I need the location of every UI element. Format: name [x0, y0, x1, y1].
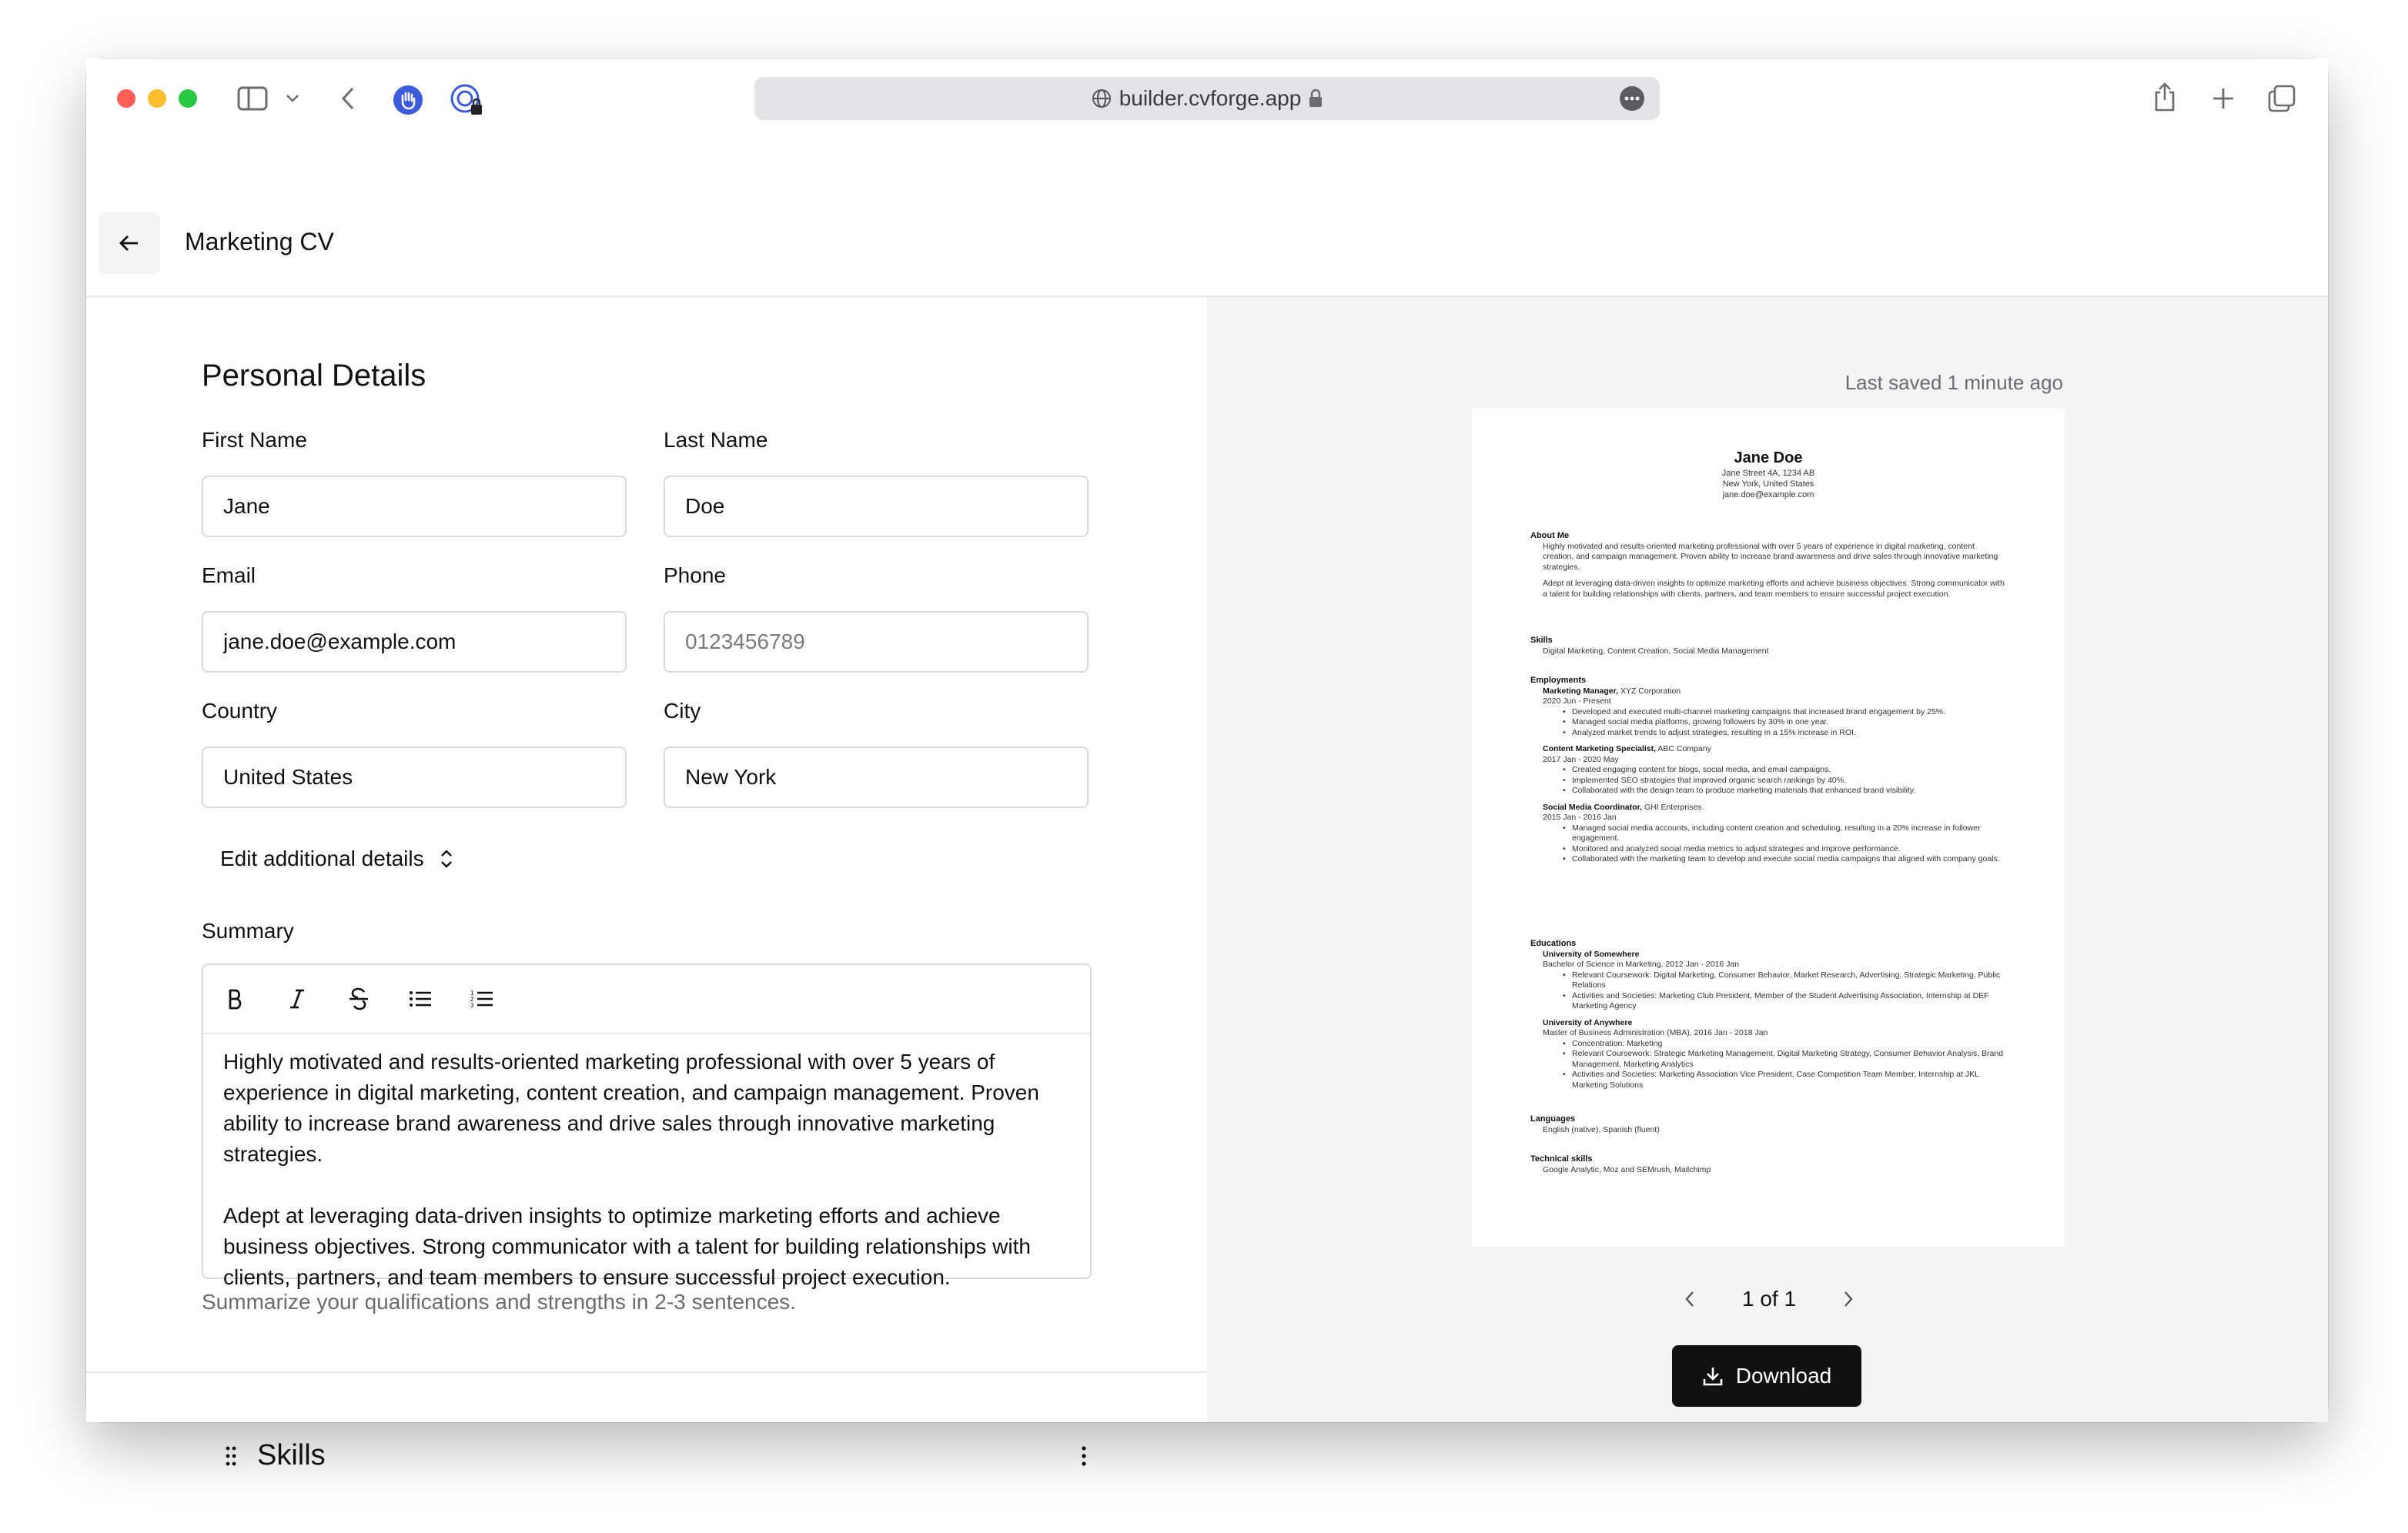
resume-job2-dates: 2017 Jan - 2020 May: [1543, 754, 1619, 764]
skills-heading: Skills: [257, 1439, 326, 1471]
summary-paragraph-1: Highly motivated and results-oriented marketing professional with over 5 years of experience in digital marketing, content creation, and campaign management. Proven ability to increase brand awareness and drive sales through innovative marketing strategies.: [223, 1050, 1039, 1166]
resume-employments-section: [1530, 676, 2008, 865]
page-title: Marketing CV: [185, 228, 334, 256]
resume-about-p1: Highly motivated and results-oriented marketing professional with over 5 years of experience in digital marketing, content creation, and campaign management. Proven ability to increase brand awareness and drive sales through innovative marketing strategies.: [1543, 541, 1998, 572]
resume-bullet: • Managed social media platforms, growing followers by 30% in one year.: [1530, 717, 2008, 728]
resume-bullet: • Managed social media accounts, including content creation and scheduling, resulting in a 20% increase in follower engagement.: [1530, 823, 2008, 844]
resume-educations-heading: Educations: [1530, 939, 1577, 948]
resume-job-1: [1530, 686, 2008, 697]
resume-bullet: • Activities and Societies: Marketing Association Vice President, Case Competition Team Member, Internship at JKL Marketing Solutions: [1530, 1070, 2008, 1090]
svg-text:3: 3: [470, 1002, 474, 1009]
last-saved-status: Last saved 1 minute ago: [1844, 371, 2063, 394]
phone-label: Phone: [664, 563, 726, 587]
summary-helper-text: Summarize your qualifications and strengths in 2-3 sentences.: [202, 1290, 796, 1314]
maximize-window-button[interactable]: [179, 89, 197, 108]
summary-editor[interactable]: [202, 964, 1092, 1289]
tab-overview-icon[interactable]: [2265, 82, 2299, 115]
resume-address: Jane Street 4A, 1234 AB: [1721, 469, 1815, 478]
resume-job1-company: XYZ Corporation: [1618, 686, 1681, 696]
resume-educations-section: [1530, 939, 2008, 1090]
edit-additional-details-label: Edit additional details: [220, 847, 424, 870]
resume-employments-heading: Employments: [1530, 676, 1587, 685]
city-input[interactable]: [664, 746, 1089, 808]
globe-icon: [1092, 89, 1112, 109]
resume-job-3: [1530, 803, 2008, 813]
resume-technical-section: [1530, 1154, 2008, 1175]
resume-edu1-school: University of Somewhere: [1543, 949, 1640, 959]
resume-edu2-degree: Master of Business Administration (MBA), 2016 Jan - 2018 Jan: [1543, 1028, 1768, 1037]
numbered-list-icon[interactable]: [467, 984, 497, 1014]
minimize-window-button[interactable]: [148, 89, 166, 108]
resume-languages-section: [1530, 1114, 2008, 1135]
sidebar-toggle-icon[interactable]: [234, 83, 271, 114]
summary-label: Summary: [202, 919, 294, 943]
skills-section-header: [225, 1434, 1087, 1481]
resume-email: jane.doe@example.com: [1722, 490, 1814, 499]
resume-job3-dates: 2015 Jan - 2016 Jan: [1543, 813, 1617, 822]
chevron-left-icon[interactable]: [1684, 1291, 1695, 1308]
resume-bullet: • Concentration: Marketing: [1530, 1039, 2008, 1050]
resume-job1-dates: 2020 Jun - Present: [1543, 696, 1611, 706]
resume-about-heading: About Me: [1530, 531, 1570, 540]
resume-bullet: • Implemented SEO strategies that improved organic search rankings by 40%.: [1530, 776, 2008, 787]
svg-text:1: 1: [470, 990, 474, 997]
arrow-left-icon: [119, 234, 140, 252]
phone-input[interactable]: [664, 611, 1089, 673]
resume-bullet: • Collaborated with the design team to produce marketing materials that enhanced brand visibility.: [1530, 786, 2008, 797]
resume-skills-heading: Skills: [1530, 636, 1553, 645]
last-name-label: Last Name: [664, 428, 768, 452]
bullet-list-icon[interactable]: [405, 984, 436, 1014]
svg-text:2: 2: [470, 996, 474, 1003]
resume-bullet: • Created engaging content for blogs, social media, and email campaigns.: [1530, 765, 2008, 776]
resume-bullet: • Activities and Societies: Marketing Club President, Member of the Student Advertising Association, Internship at DEF Marketing Agency: [1530, 991, 2008, 1012]
italic-icon[interactable]: [282, 984, 313, 1014]
back-button[interactable]: [99, 212, 160, 274]
hand-extension-icon[interactable]: [391, 83, 425, 117]
resume-preview-page[interactable]: [1472, 408, 2065, 1247]
close-window-button[interactable]: [117, 89, 135, 108]
resume-name: Jane Doe: [1734, 449, 1803, 466]
resume-job1-title: Marketing Manager,: [1543, 686, 1619, 696]
page-menu-icon[interactable]: [1620, 86, 1644, 111]
resume-languages-heading: Languages: [1530, 1114, 1576, 1124]
resume-skills-section: [1530, 636, 2008, 656]
new-tab-icon[interactable]: [2208, 83, 2239, 114]
resume-edu1-degree: Bachelor of Science in Marketing, 2012 Jan - 2016 Jan: [1543, 960, 1740, 969]
browser-window: [86, 58, 2328, 1471]
resume-edu2-school: University of Anywhere: [1543, 1017, 1633, 1027]
download-label: Download: [1735, 1364, 1832, 1388]
resume-contact: [1472, 468, 2065, 500]
preview-panel: [1207, 297, 2328, 1422]
editor-panel: [86, 297, 1207, 1471]
resume-job2-title: Content Marketing Specialist,: [1543, 744, 1657, 753]
page-indicator: 1 of 1: [1741, 1287, 1797, 1311]
chevron-down-icon[interactable]: [283, 89, 302, 108]
formatting-toolbar: [203, 965, 1090, 1034]
address-bar[interactable]: [754, 77, 1660, 120]
resume-location: New York, United States: [1722, 479, 1814, 489]
summary-paragraph-2: Adept at leveraging data-driven insights to optimize marketing efforts and achieve business objectives. Strong communicator with a talent for building relationships with clients, partners, and team members to ensure successful project execution.: [223, 1204, 1031, 1289]
email-label: Email: [202, 563, 256, 587]
resume-job-2: [1530, 744, 2008, 755]
drag-handle-icon[interactable]: [225, 1445, 237, 1467]
share-icon[interactable]: [2149, 78, 2180, 115]
email-input[interactable]: [202, 611, 627, 673]
app-header: [86, 139, 2328, 297]
last-name-input[interactable]: [664, 476, 1089, 537]
section-divider: [86, 1371, 1207, 1373]
resume-job2-company: ABC Company: [1656, 744, 1711, 753]
download-button[interactable]: [1672, 1345, 1861, 1407]
strikethrough-icon[interactable]: [343, 984, 374, 1014]
country-input[interactable]: [202, 746, 627, 808]
lock-icon: [1309, 89, 1323, 108]
url-text: builder.cvforge.app: [1119, 86, 1302, 110]
resume-bullet: • Collaborated with the marketing team to develop and execute social media campaigns that aligned with company goals.: [1530, 854, 2008, 865]
resume-bullet: • Developed and executed multi-channel marketing campaigns that increased brand engagement by 25%.: [1530, 707, 2008, 718]
chevron-up-down-icon: [440, 848, 453, 870]
country-label: Country: [202, 699, 278, 723]
resume-job3-company: GHI Enterprises: [1641, 802, 1702, 812]
resume-bullet: • Relevant Coursework: Strategic Marketing Management, Digital Marketing Strategy, Consumer Behavior Analysis, Brand Management, Marketing Analytics: [1530, 1049, 2008, 1070]
chevron-right-icon[interactable]: [1843, 1291, 1854, 1308]
resume-bullet: • Monitored and analyzed social media metrics to adjust strategies and improve performance.: [1530, 844, 2008, 855]
download-icon: [1702, 1365, 1724, 1387]
resume-about-p2: Adept at leveraging data-driven insights to optimize marketing efforts and achieve business objectives. Strong communicator with a talent for building relationships with clients, partners, and team members to ensure successful project execution.: [1543, 579, 2005, 599]
resume-languages-text: English (native), Spanish (fluent): [1543, 1124, 1660, 1134]
resume-technical-heading: Technical skills: [1530, 1154, 1593, 1164]
browser-toolbar: [86, 58, 2328, 139]
page-pager: [1684, 1279, 1854, 1319]
resume-job3-title: Social Media Coordinator,: [1543, 802, 1642, 812]
resume-bullet: • Analyzed market trends to adjust strategies, resulting in a 15% increase in ROI.: [1530, 728, 2008, 739]
personal-details-heading: Personal Details: [202, 359, 426, 392]
resume-bullet: • Relevant Coursework: Digital Marketing, Consumer Behavior, Market Research, Advertising, Strategic Marketing, Public Relations: [1530, 970, 2008, 991]
back-nav-icon[interactable]: [333, 83, 363, 114]
resume-technical-text: Google Analytic, Moz and SEMrush, Mailchimp: [1543, 1164, 1711, 1174]
first-name-label: First Name: [202, 428, 307, 452]
password-extension-icon[interactable]: [450, 83, 483, 117]
resume-skills-text: Digital Marketing, Content Creation, Social Media Management: [1543, 646, 1769, 656]
resume-about-section: [1530, 531, 2008, 600]
edit-additional-details-toggle[interactable]: [220, 847, 453, 871]
more-options-icon[interactable]: [1081, 1445, 1087, 1467]
first-name-input[interactable]: [202, 476, 627, 537]
bold-icon[interactable]: [220, 984, 251, 1014]
city-label: City: [664, 699, 701, 723]
